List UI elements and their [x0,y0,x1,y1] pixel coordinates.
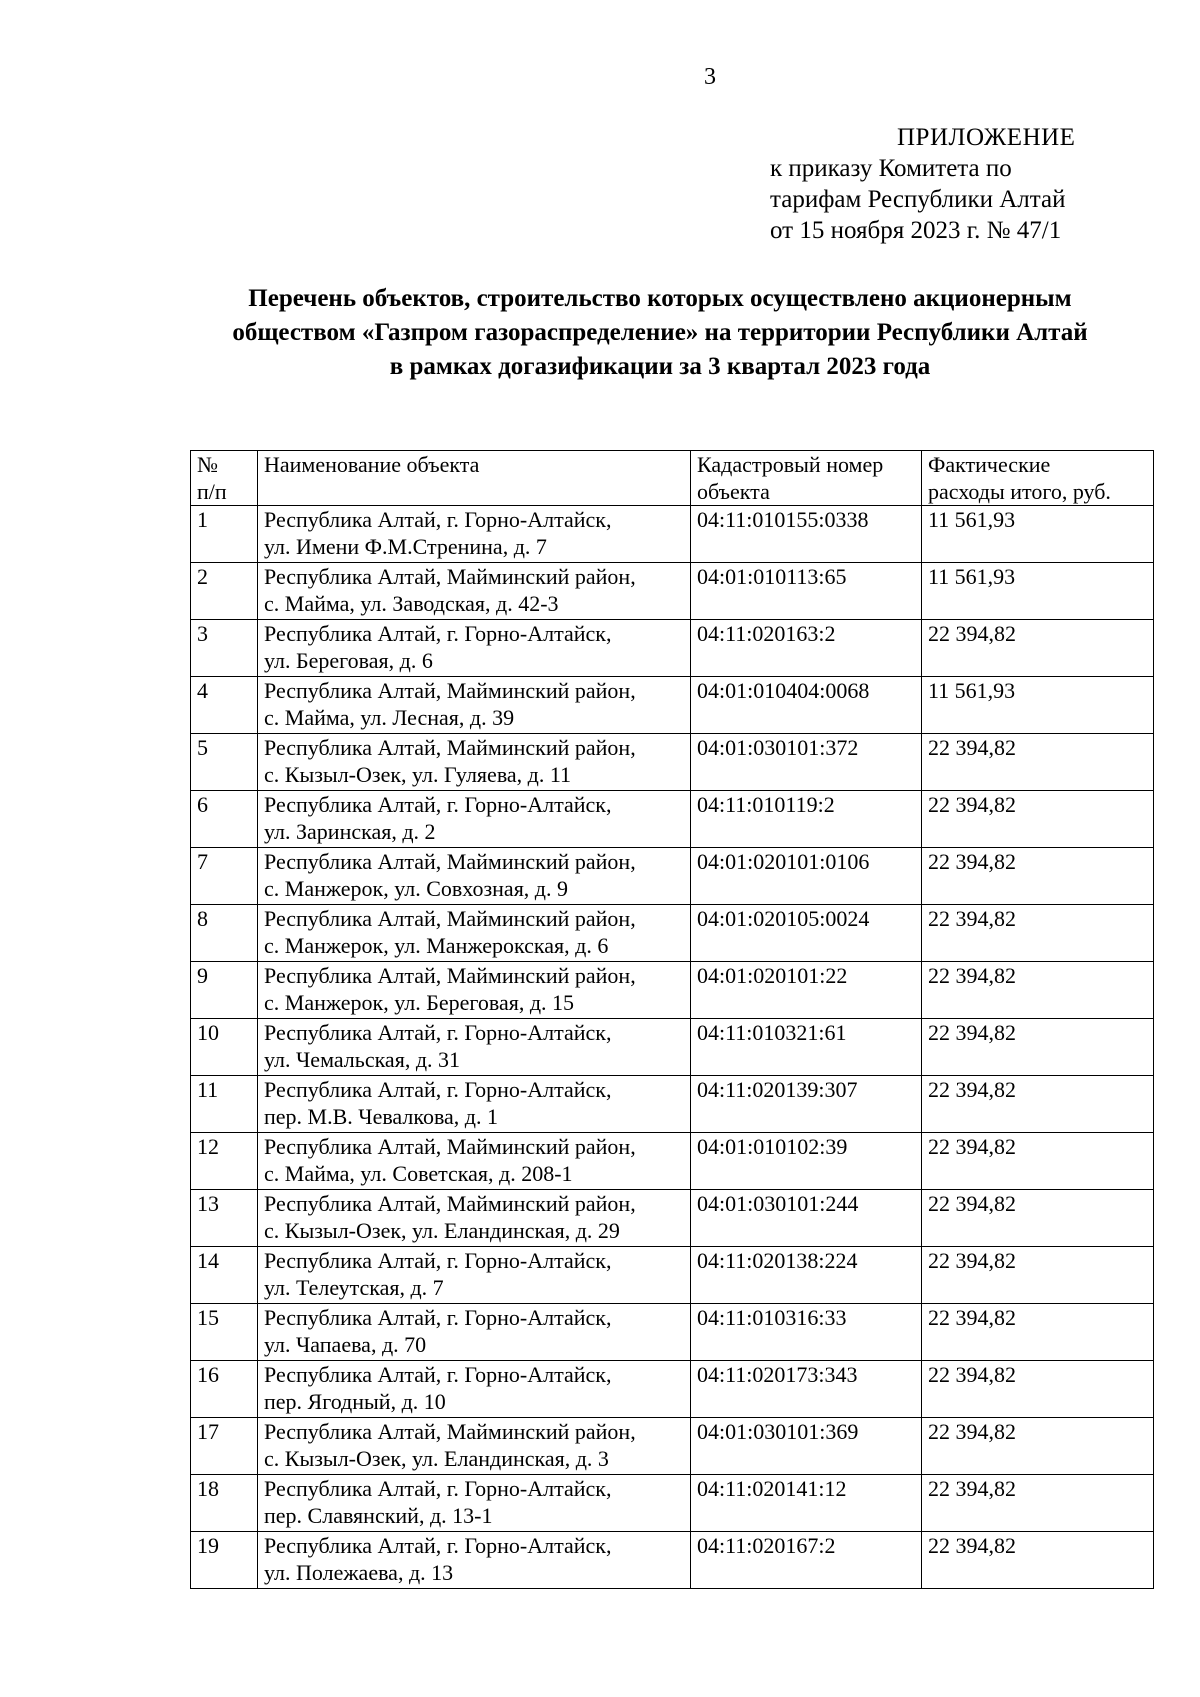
cell-number-text: 3 [197,621,208,646]
cell-number [191,1019,258,1076]
cell-object-name-text: Республика Алтай, г. Горно-Алтайск, [264,1362,612,1387]
cell-object-name-text: Республика Алтай, г. Горно-Алтайск, [264,1248,612,1273]
cell-number-text: 17 [197,1419,219,1444]
cell-cost [922,506,1154,563]
cell-object-name-text: с. Манжерок, ул. Береговая, д. 15 [264,990,575,1015]
cell-object-name-text: с. Кызыл-Озек, ул. Еландинская, д. 29 [264,1218,620,1243]
cell-cost-text: 22 394,82 [928,621,1016,646]
table-row [191,1019,1154,1076]
cell-cadastral-number-text: 04:01:020101:0106 [697,849,870,874]
cell-number [191,1133,258,1190]
document-title [160,282,1160,384]
cell-object-name-text: с. Майма, ул. Заводская, д. 42-3 [264,591,559,616]
cell-object-name [258,791,691,848]
header-cost [922,451,1154,506]
cell-cadastral-number [691,1019,922,1076]
cell-cadastral-number [691,791,922,848]
cell-object-name-text: Республика Алтай, г. Горно-Алтайск, [264,1305,612,1330]
cell-cadastral-number [691,1475,922,1532]
cell-object-name-text: Республика Алтай, Майминский район, [264,963,636,988]
cell-number-text: 14 [197,1248,219,1273]
cell-number-text: 13 [197,1191,219,1216]
cell-object-name [258,1532,691,1589]
cell-cost [922,1532,1154,1589]
cell-cadastral-number-text: 04:11:020167:2 [697,1533,836,1558]
cell-number [191,962,258,1019]
cell-cadastral-number [691,734,922,791]
cell-object-name-text: Республика Алтай, г. Горно-Алтайск, [264,507,612,532]
cell-object-name [258,506,691,563]
cell-number [191,1247,258,1304]
cell-object-name-text: Республика Алтай, Майминский район, [264,735,636,760]
cell-cost-text: 22 394,82 [928,1362,1016,1387]
cell-object-name [258,848,691,905]
cell-cost-text: 11 561,93 [928,564,1016,589]
cell-object-name [258,1190,691,1247]
header-number-line-2: п/п [197,479,227,504]
cell-number-text: 10 [197,1020,219,1045]
cell-object-name-text: ул. Береговая, д. 6 [264,648,433,673]
cell-number [191,563,258,620]
cell-object-name-text: ул. Полежаева, д. 13 [264,1560,454,1585]
cell-cost [922,1418,1154,1475]
cell-cadastral-number [691,677,922,734]
cell-object-name-text: пер. М.В. Чевалкова, д. 1 [264,1104,498,1129]
appendix-line-2: тарифам Республики Алтай [770,186,1066,213]
table-row [191,563,1154,620]
cell-number [191,620,258,677]
header-name-text: Наименование объекта [264,452,480,477]
cell-number [191,734,258,791]
cell-object-name-text: ул. Телеутская, д. 7 [264,1275,444,1300]
cell-cadastral-number [691,1133,922,1190]
cell-cadastral-number [691,905,922,962]
cell-cadastral-number-text: 04:11:010119:2 [697,792,835,817]
cell-cadastral-number [691,848,922,905]
cell-cost-text: 22 394,82 [928,1191,1016,1216]
cell-cadastral-number [691,1190,922,1247]
cell-number [191,1532,258,1589]
cell-object-name [258,1247,691,1304]
cell-cost [922,1247,1154,1304]
table-row [191,1304,1154,1361]
cell-cost-text: 22 394,82 [928,1134,1016,1159]
cell-cadastral-number [691,506,922,563]
cell-object-name-text: с. Майма, ул. Лесная, д. 39 [264,705,515,730]
cell-number-text: 15 [197,1305,219,1330]
cell-object-name-text: Республика Алтай, г. Горно-Алтайск, [264,1476,612,1501]
cell-cadastral-number-text: 04:11:020138:224 [697,1248,858,1273]
appendix-line-3: от 15 ноября 2023 г. № 47/1 [770,217,1062,244]
cell-object-name-text: с. Майма, ул. Советская, д. 208-1 [264,1161,573,1186]
cell-number [191,1418,258,1475]
cell-object-name-text: Республика Алтай, Майминский район, [264,1191,636,1216]
cell-number [191,1361,258,1418]
header-cadastral-line-2: объекта [697,479,770,504]
document-title-line-1: Перечень объектов, строительство которых осуществлено акционерным [248,285,1072,312]
table-row [191,962,1154,1019]
cell-cost [922,1076,1154,1133]
cell-object-name-text: Республика Алтай, г. Горно-Алтайск, [264,1020,612,1045]
cell-cadastral-number-text: 04:01:010113:65 [697,564,847,589]
cell-cost [922,905,1154,962]
appendix-line-1: к приказу Комитета по [770,155,1012,182]
cell-object-name [258,905,691,962]
cell-object-name-text: с. Кызыл-Озек, ул. Гуляева, д. 11 [264,762,572,787]
cell-cost-text: 22 394,82 [928,735,1016,760]
header-cadastral-line-1: Кадастровый номер [697,452,884,477]
cell-cost [922,734,1154,791]
cell-cadastral-number-text: 04:01:010404:0068 [697,678,870,703]
cell-cadastral-number-text: 04:11:020173:343 [697,1362,858,1387]
table-row [191,1361,1154,1418]
cell-cost [922,563,1154,620]
header-cost-line-1: Фактические [928,452,1051,477]
cell-object-name-text: с. Манжерок, ул. Совхозная, д. 9 [264,876,569,901]
cell-number [191,1304,258,1361]
document-title-line-3: в рамках догазификации за 3 квартал 2023 года [389,353,931,380]
cell-cadastral-number [691,1076,922,1133]
cell-object-name-text: Республика Алтай, Майминский район, [264,849,636,874]
table-row [191,905,1154,962]
cell-cadastral-number [691,962,922,1019]
cell-number-text: 5 [197,735,208,760]
header-number [191,451,258,506]
cell-cadastral-number-text: 04:11:010316:33 [697,1305,847,1330]
cell-cadastral-number-text: 04:11:020163:2 [697,621,836,646]
cell-cost [922,1133,1154,1190]
cell-cadastral-number [691,1247,922,1304]
cell-cadastral-number-text: 04:01:030101:372 [697,735,859,760]
appendix-title: ПРИЛОЖЕНИЕ [897,124,1076,151]
table-row [191,620,1154,677]
cell-object-name [258,620,691,677]
cell-cost [922,1019,1154,1076]
cell-cadastral-number-text: 04:11:010321:61 [697,1020,847,1045]
cell-object-name-text: Республика Алтай, г. Горно-Алтайск, [264,1077,612,1102]
cell-object-name [258,962,691,1019]
cell-number [191,791,258,848]
cell-number-text: 4 [197,678,208,703]
cell-number [191,848,258,905]
cell-cadastral-number [691,1532,922,1589]
cell-number [191,1076,258,1133]
cell-object-name-text: Республика Алтай, г. Горно-Алтайск, [264,621,612,646]
cell-object-name [258,563,691,620]
table-row [191,1418,1154,1475]
cell-object-name [258,1133,691,1190]
page-number: 3 [704,64,716,90]
cell-number-text: 8 [197,906,208,931]
table-row [191,677,1154,734]
cell-cadastral-number-text: 04:01:020105:0024 [697,906,870,931]
cell-object-name-text: Республика Алтай, Майминский район, [264,564,636,589]
cell-object-name [258,734,691,791]
cell-number-text: 2 [197,564,208,589]
cell-cost [922,620,1154,677]
cell-number-text: 1 [197,507,208,532]
cell-cadastral-number-text: 04:01:010102:39 [697,1134,848,1159]
cell-object-name-text: ул. Имени Ф.М.Стренина, д. 7 [264,534,547,559]
cell-number [191,905,258,962]
cell-object-name-text: Республика Алтай, г. Горно-Алтайск, [264,792,612,817]
cell-cadastral-number-text: 04:11:020139:307 [697,1077,858,1102]
cell-cost [922,791,1154,848]
cell-cadastral-number-text: 04:01:020101:22 [697,963,848,988]
cell-cost-text: 22 394,82 [928,849,1016,874]
table-row [191,1076,1154,1133]
cell-number-text: 7 [197,849,208,874]
cell-cadastral-number [691,563,922,620]
cell-cost [922,1190,1154,1247]
table-row [191,791,1154,848]
cell-number-text: 19 [197,1533,219,1558]
cell-object-name [258,1361,691,1418]
table-row [191,1475,1154,1532]
cell-cadastral-number-text: 04:01:030101:369 [697,1419,859,1444]
table-row [191,1190,1154,1247]
cell-object-name-text: Республика Алтай, Майминский район, [264,678,636,703]
table-row [191,506,1154,563]
cell-cost-text: 22 394,82 [928,792,1016,817]
cell-number-text: 16 [197,1362,219,1387]
cell-number-text: 11 [197,1077,219,1102]
cell-number-text: 18 [197,1476,219,1501]
cell-object-name-text: с. Манжерок, ул. Манжерокская, д. 6 [264,933,609,958]
cell-cost-text: 11 561,93 [928,507,1016,532]
header-cost-line-2: расходы итого, руб. [928,479,1111,504]
cell-cost-text: 22 394,82 [928,1020,1016,1045]
table-row [191,1247,1154,1304]
cell-object-name [258,677,691,734]
cell-object-name-text: Республика Алтай, Майминский район, [264,1134,636,1159]
header-number-line-1: № [197,452,218,477]
cell-cost-text: 22 394,82 [928,906,1016,931]
table-row [191,734,1154,791]
cell-object-name-text: ул. Чемальская, д. 31 [264,1047,461,1072]
cell-cadastral-number [691,1361,922,1418]
cell-cost [922,1361,1154,1418]
cell-cost-text: 22 394,82 [928,1419,1016,1444]
cell-cost [922,962,1154,1019]
cell-cost [922,677,1154,734]
cell-object-name-text: пер. Ягодный, д. 10 [264,1389,446,1414]
cell-cadastral-number [691,1418,922,1475]
cell-object-name-text: с. Кызыл-Озек, ул. Еландинская, д. 3 [264,1446,609,1471]
cell-number-text: 6 [197,792,208,817]
header-cadastral [691,451,922,506]
cell-cost-text: 22 394,82 [928,963,1016,988]
cell-cadastral-number-text: 04:11:010155:0338 [697,507,869,532]
cell-cost-text: 22 394,82 [928,1476,1016,1501]
cell-number [191,506,258,563]
cell-object-name [258,1019,691,1076]
appendix-block [770,122,1075,246]
cell-cost [922,848,1154,905]
cell-object-name-text: Республика Алтай, г. Горно-Алтайск, [264,1533,612,1558]
cell-object-name [258,1418,691,1475]
cell-number [191,1190,258,1247]
cell-number-text: 9 [197,963,208,988]
document-title-line-2: обществом «Газпром газораспределение» на территории Республики Алтай [232,319,1088,346]
cell-cadastral-number-text: 04:01:030101:244 [697,1191,859,1216]
cell-number [191,1475,258,1532]
cell-number [191,677,258,734]
cell-cadastral-number [691,1304,922,1361]
cell-cost [922,1304,1154,1361]
cell-cost-text: 22 394,82 [928,1533,1016,1558]
table-header-row [191,451,1154,506]
objects-table [190,450,1154,1589]
table-row [191,1532,1154,1589]
cell-object-name-text: Республика Алтай, Майминский район, [264,1419,636,1444]
cell-object-name-text: ул. Чапаева, д. 70 [264,1332,427,1357]
cell-cost [922,1475,1154,1532]
table-row [191,1133,1154,1190]
header-name [258,451,691,506]
cell-object-name-text: Республика Алтай, Майминский район, [264,906,636,931]
cell-object-name-text: пер. Славянский, д. 13-1 [264,1503,493,1528]
cell-cost-text: 22 394,82 [928,1077,1016,1102]
cell-object-name [258,1076,691,1133]
table-row [191,848,1154,905]
cell-object-name [258,1475,691,1532]
cell-object-name-text: ул. Заринская, д. 2 [264,819,436,844]
cell-cost-text: 22 394,82 [928,1305,1016,1330]
cell-object-name [258,1304,691,1361]
cell-cost-text: 22 394,82 [928,1248,1016,1273]
cell-cadastral-number [691,620,922,677]
cell-cost-text: 11 561,93 [928,678,1016,703]
table-body [191,506,1154,1589]
cell-cadastral-number-text: 04:11:020141:12 [697,1476,847,1501]
cell-number-text: 12 [197,1134,219,1159]
